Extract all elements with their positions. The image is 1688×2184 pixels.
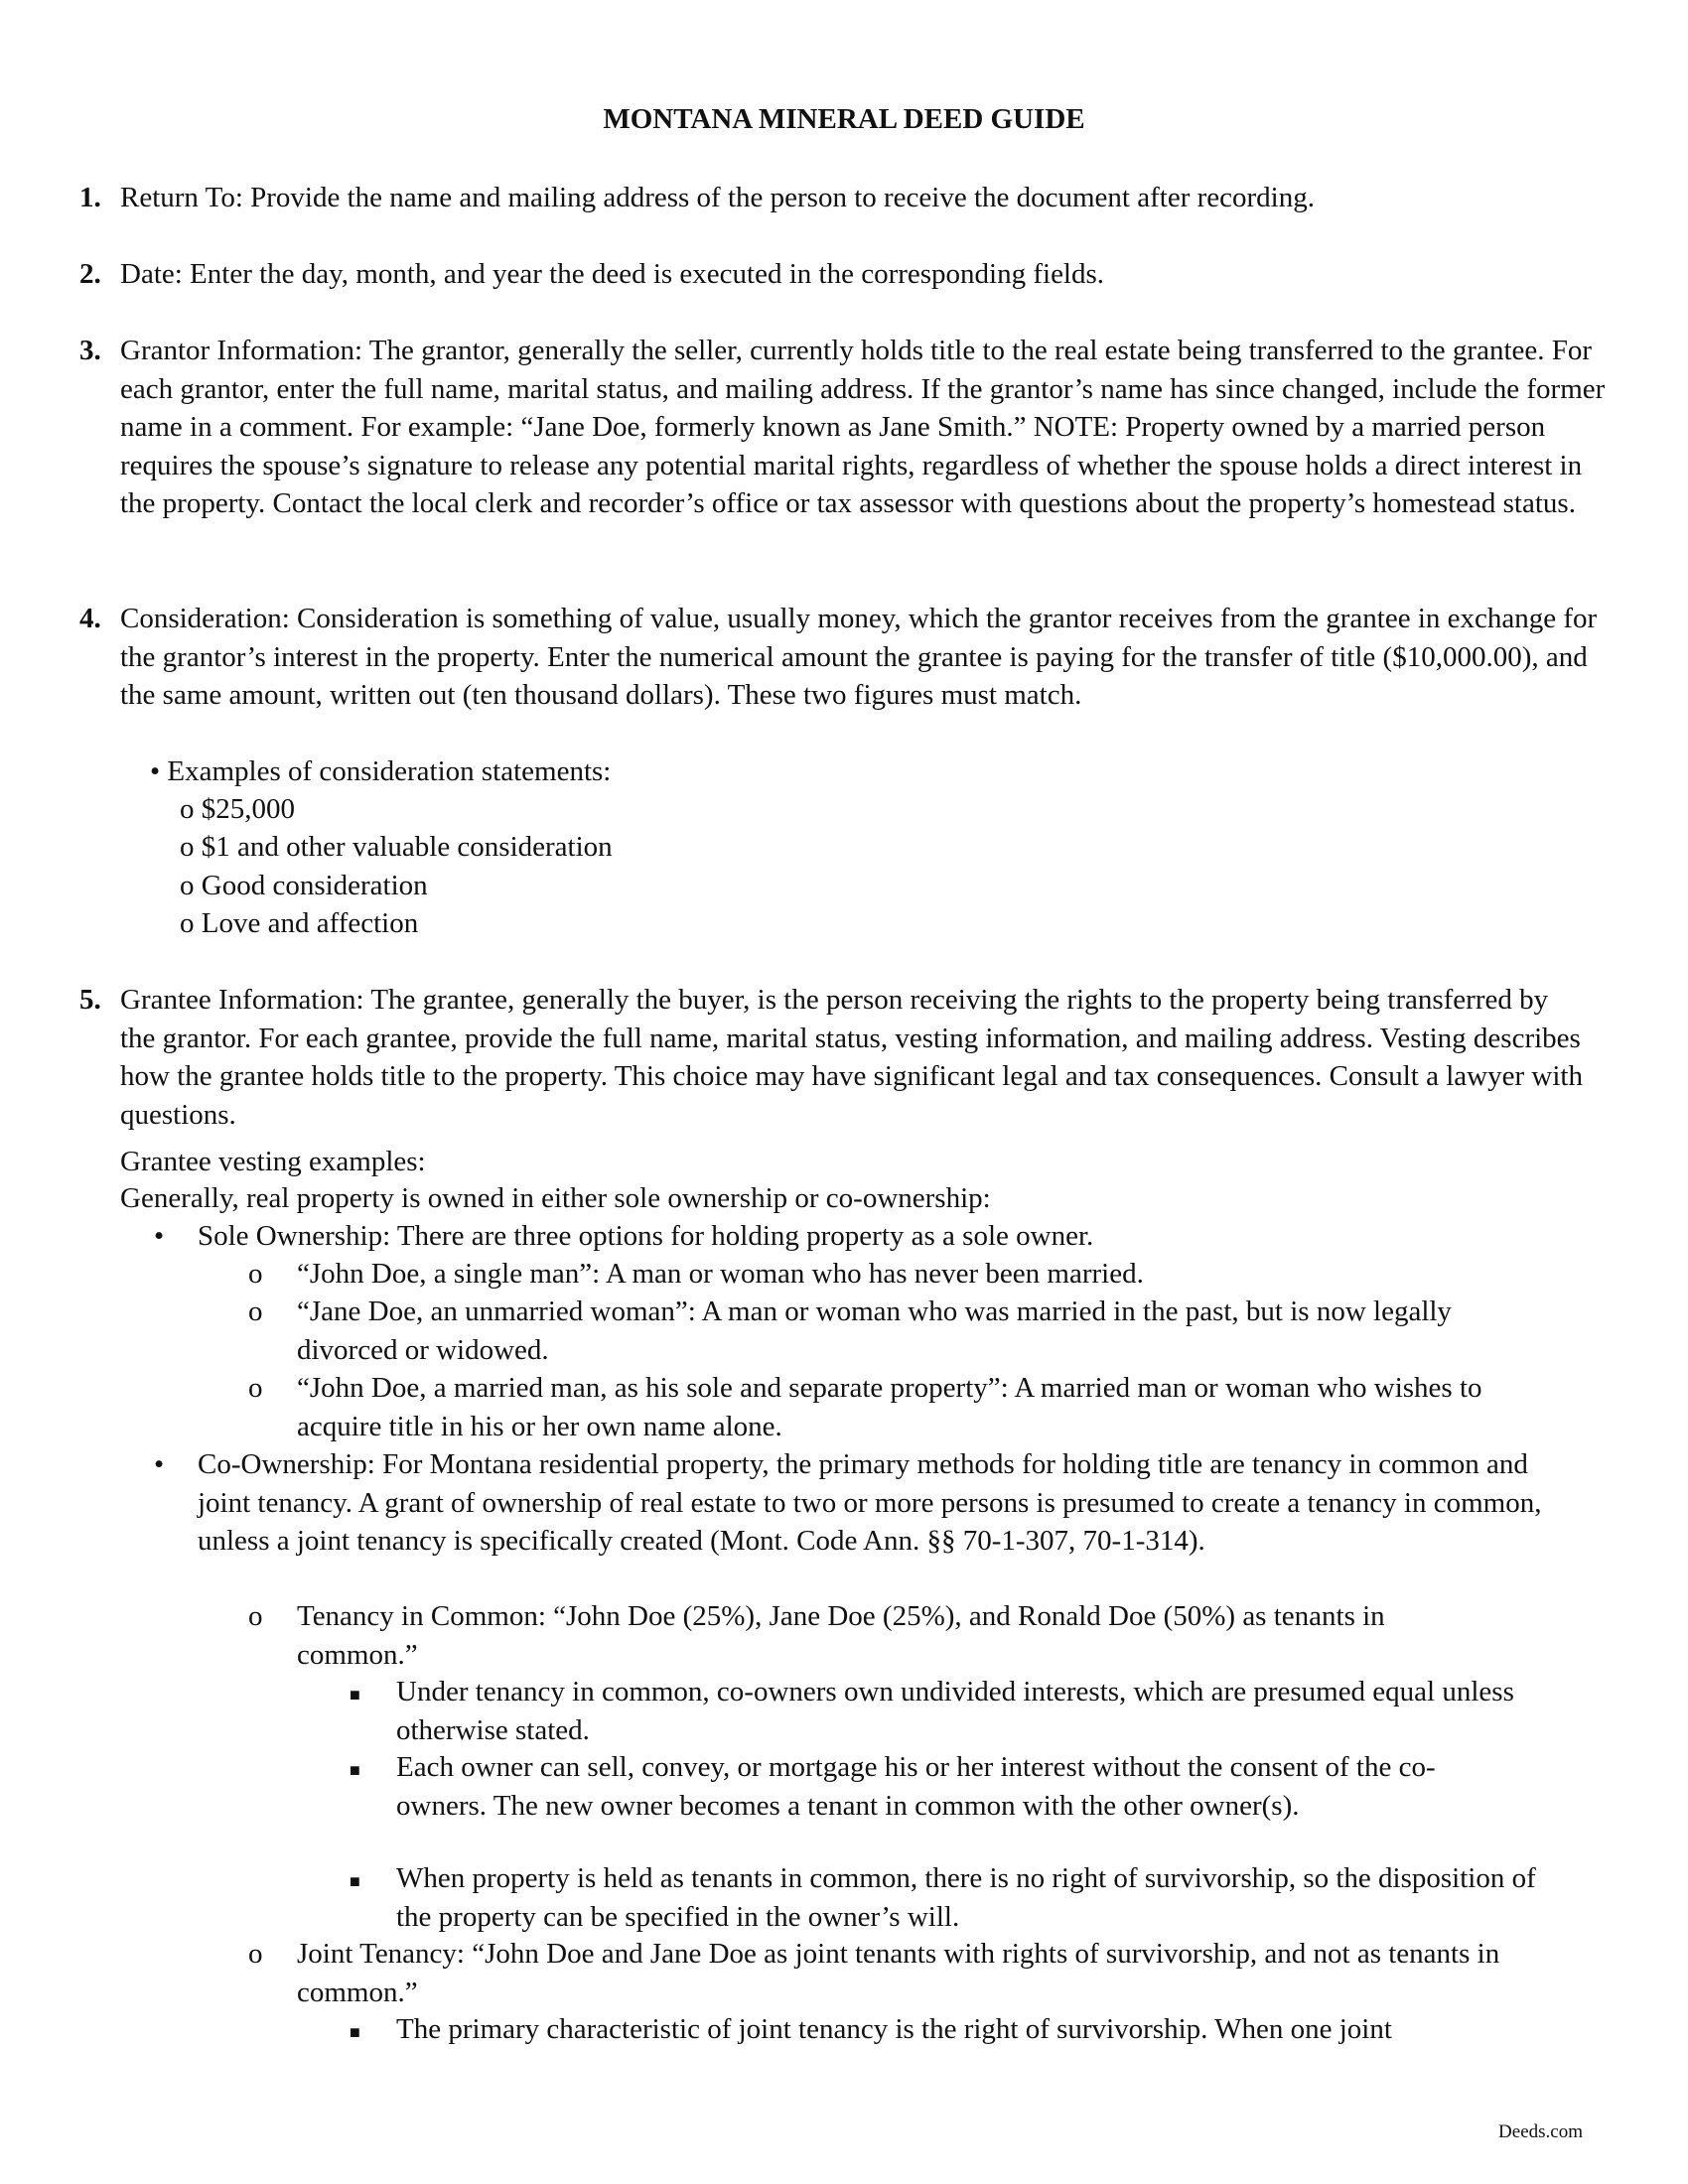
consideration-bullet: • Examples of consideration statements: bbox=[150, 755, 612, 787]
circle-bullet-icon: o bbox=[248, 1600, 263, 1632]
item-4 bbox=[79, 600, 1618, 715]
item-number: 5. bbox=[79, 984, 101, 1016]
tenancy-in-common: Tenancy in Common: “John Doe (25%), Jane Doe (25%), and Ronald Doe (50%) as tenants in common.” bbox=[297, 1600, 1385, 1671]
consideration-example: o $1 and other valuable consideration bbox=[180, 831, 613, 863]
item-number: 4. bbox=[79, 603, 101, 634]
circle-bullet-icon: o bbox=[248, 1258, 263, 1290]
footer-source: Deeds.com bbox=[1498, 2121, 1583, 2142]
square-bullet-icon: ■ bbox=[350, 1760, 360, 1780]
item-3 bbox=[79, 332, 1608, 523]
item-text: Date: Enter the day, month, and year the deed is executed in the corresponding fields. bbox=[120, 258, 1105, 290]
item-5 bbox=[79, 981, 1590, 1134]
item-number: 1. bbox=[79, 182, 101, 213]
tic-point: Each owner can sell, convey, or mortgage his or her interest without the consent of the co- owners. The new owner becomes a tenant in common with the other owner(s). bbox=[396, 1751, 1436, 1822]
item-text: Consideration: Consideration is something of value, usually money, which the grantor receives from the grantee in exchange for the grantor’s interest in the property. Enter the numerical amount the grantee is paying for the transfer of title ($10,000.00), and the same amount, written out (ten thousand dollars). These two figures must match. bbox=[120, 603, 1598, 711]
co-ownership: Co-Ownership: For Montana residential property, the primary methods for holding title are tenancy in common and joint tenancy. A grant of ownership of real estate to two or more persons is presumed to create a tenancy in common, unless a joint tenancy is specifically created (Mont. Code Ann. §§ 70-1-307, 70-1-314). bbox=[198, 1448, 1542, 1557]
consideration-example: o Love and affection bbox=[180, 907, 419, 939]
item-text: Return To: Provide the name and mailing address of the person to receive the document after recording. bbox=[120, 182, 1315, 213]
bullet-icon: • bbox=[154, 1448, 165, 1480]
item-number: 3. bbox=[79, 335, 101, 366]
item-1 bbox=[79, 179, 1600, 217]
item-number: 2. bbox=[79, 258, 101, 290]
item-2 bbox=[79, 255, 1600, 294]
jt-point: The primary characteristic of joint tenancy is the right of survivorship. When one joint bbox=[396, 2013, 1392, 2045]
vesting-intro: Generally, real property is owned in either sole ownership or co-ownership: bbox=[120, 1182, 991, 1214]
circle-bullet-icon: o bbox=[248, 1372, 263, 1404]
sole-option: “John Doe, a married man, as his sole and separate property”: A married man or woman who wishes to acquire title in his or her own name alone. bbox=[297, 1372, 1482, 1442]
circle-bullet-icon: o bbox=[248, 1938, 263, 1970]
sole-option: “John Doe, a single man”: A man or woman who has never been married. bbox=[297, 1258, 1144, 1290]
joint-tenancy: Joint Tenancy: “John Doe and Jane Doe as joint tenants with rights of survivorship, and not as tenants in common.” bbox=[297, 1938, 1500, 2008]
item-text: Grantee Information: The grantee, generally the buyer, is the person receiving the rights to the property being transferred by the grantor. For each grantee, provide the full name, marital status, vesting information, and mailing address. Vesting describes how the grantee holds title to the property. This choice may have significant legal and tax consequences. Consult a lawyer with questions. bbox=[120, 984, 1583, 1131]
sole-option: “Jane Doe, an unmarried woman”: A man or woman who was married in the past, but is now legally divorced or widowed. bbox=[297, 1296, 1452, 1366]
consideration-example: o Good consideration bbox=[180, 870, 428, 901]
consideration-example: o $25,000 bbox=[180, 793, 295, 825]
tic-point: When property is held as tenants in common, there is no right of survivorship, so the disposition of the property can be specified in the owner’s will. bbox=[396, 1862, 1536, 1933]
bullet-icon: • bbox=[154, 1220, 165, 1252]
square-bullet-icon: ■ bbox=[350, 2022, 360, 2042]
vesting-heading: Grantee vesting examples: bbox=[120, 1146, 426, 1177]
circle-bullet-icon: o bbox=[248, 1296, 263, 1327]
page-title: MONTANA MINERAL DEED GUIDE bbox=[603, 103, 1085, 135]
item-text: Grantor Information: The grantor, generally the seller, currently holds title to the real estate being transferred to the grantee. For each grantor, enter the full name, marital status, and mailing address. If the grantor’s name has since changed, include the former name in a comment. For example: “Jane Doe, formerly known as Jane Smith.” NOTE: Property owned by a married person requires the spouse’s signature to release any potential marital rights, regardless of whether the spouse holds a direct interest in the property. Contact the local clerk and recorder’s office or tax assessor with questions about the property’s homestead status. bbox=[120, 335, 1606, 519]
square-bullet-icon: ■ bbox=[350, 1871, 360, 1891]
square-bullet-icon: ■ bbox=[350, 1685, 360, 1705]
tic-point: Under tenancy in common, co-owners own undivided interests, which are presumed equal unless otherwise stated. bbox=[396, 1676, 1514, 1746]
sole-ownership: Sole Ownership: There are three options for holding property as a sole owner. bbox=[198, 1220, 1094, 1252]
